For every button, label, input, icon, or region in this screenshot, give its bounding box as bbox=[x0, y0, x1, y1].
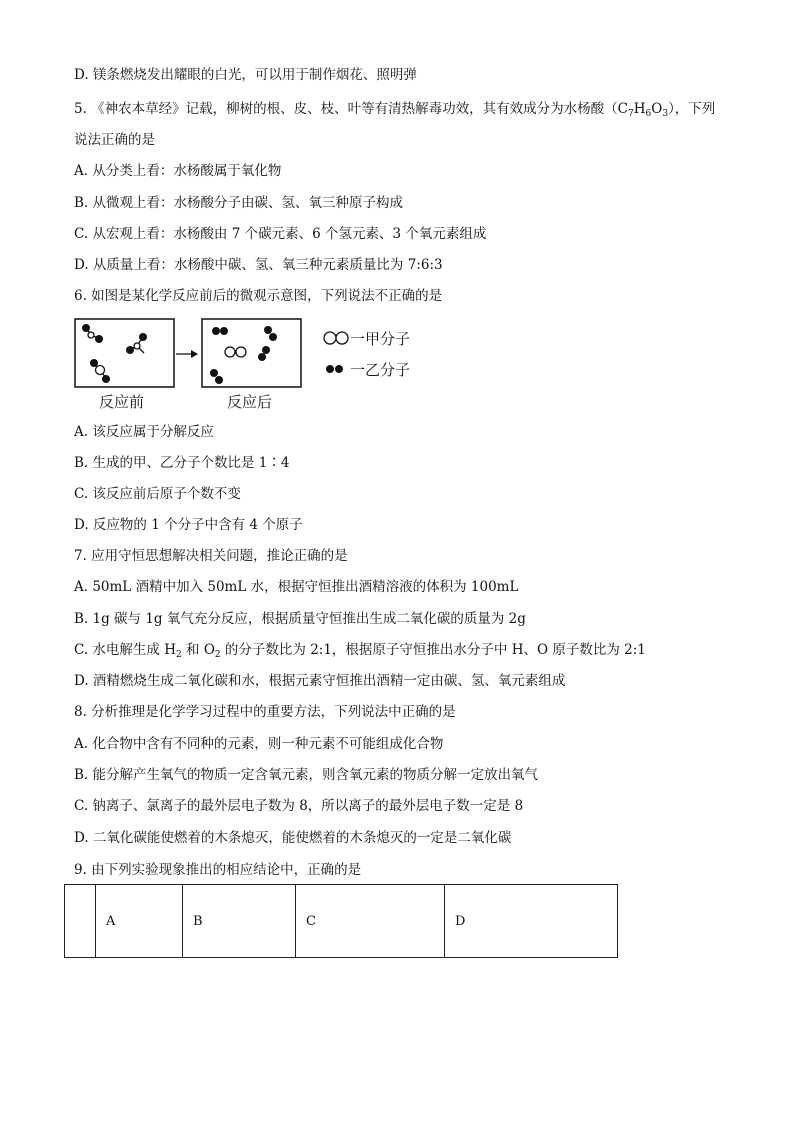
q5-stem-line2: 说法正确的是 bbox=[74, 132, 155, 148]
table-row bbox=[65, 885, 618, 958]
q6-option-a: A. 该反应属于分解反应 bbox=[74, 424, 214, 440]
q8-option-d: D. 二氧化碳能使燃着的木条熄灭，能使燃着的木条熄灭的一定是二氧化碳 bbox=[74, 830, 512, 846]
before-label: 反应前 bbox=[99, 393, 145, 411]
q9-stem: 9. 由下列实验现象推出的相应结论中，正确的是 bbox=[74, 862, 362, 878]
q8-stem: 8. 分析推理是化学学习过程中的重要方法，下列说法中正确的是 bbox=[74, 704, 456, 720]
product-yi-4 bbox=[210, 369, 223, 384]
product-yi-2 bbox=[264, 326, 277, 341]
table-cell bbox=[65, 885, 96, 958]
table-cell: D bbox=[445, 885, 618, 958]
legend-yi-molecule bbox=[326, 365, 343, 373]
legend-jia-label: 一甲分子 bbox=[350, 330, 411, 348]
product-jia bbox=[225, 347, 246, 357]
reactant-molecule-3 bbox=[90, 359, 110, 383]
q5-option-c: C. 从宏观上看：水杨酸由 7 个碳元素、6 个氢元素、3 个氧元素组成 bbox=[74, 226, 487, 242]
product-yi-3 bbox=[258, 346, 270, 361]
q6-option-b: B. 生成的甲、乙分子个数比是 1∶4 bbox=[74, 455, 290, 471]
before-box bbox=[75, 319, 174, 387]
q5-stem-line1: 5. 《神农本草经》记载，柳树的根、皮、枝、叶等有清热解毒功效，其有效成分为水杨酸$(C_7H_6O_3)$，下列 bbox=[74, 101, 716, 119]
q6-option-d: D. 反应物的 1 个分子中含有 4 个原子 bbox=[74, 517, 303, 533]
q9-options-table bbox=[64, 884, 618, 958]
q8-option-a: A. 化合物中含有不同种的元素，则一种元素不可能组成化合物 bbox=[74, 736, 444, 752]
reactant-molecule-2 bbox=[126, 333, 147, 354]
table-cell: B bbox=[183, 885, 296, 958]
table-cell: A bbox=[96, 885, 183, 958]
q5-option-a: A. 从分类上看：水杨酸属于氧化物 bbox=[74, 163, 282, 179]
q7-option-d: D. 酒精燃烧生成二氧化碳和水，根据元素守恒推出酒精一定由碳、氢、氧元素组成 bbox=[74, 673, 566, 689]
reaction-diagram bbox=[74, 318, 434, 413]
q6-option-c: C. 该反应前后原子个数不变 bbox=[74, 486, 241, 502]
q7-option-b: B. 1g 碳与 1g 氧气充分反应，根据质量守恒推出生成二氧化碳的质量为 2g bbox=[74, 611, 526, 627]
reactant-molecule-1 bbox=[82, 324, 103, 343]
q7-option-c: C. 水电解生成 $H_2$ 和 $O_2$ 的分子数比为 2:1，根据原子守恒推出水分子中 H、O 原子数比为 2:1 bbox=[74, 642, 646, 660]
q5-option-b: B. 从微观上看：水杨酸分子由碳、氢、氧三种原子构成 bbox=[74, 195, 404, 211]
after-label: 反应后 bbox=[227, 393, 273, 411]
reaction-arrow-head bbox=[191, 350, 198, 358]
q7-option-a: A. 50mL 酒精中加入 50mL 水，根据守恒推出酒精溶液的体积为 100mL bbox=[74, 579, 519, 595]
q5-option-d: D. 从质量上看：水杨酸中碳、氢、氧三种元素质量比为 7:6:3 bbox=[74, 257, 443, 273]
q8-option-c: C. 钠离子、氯离子的最外层电子数为 8，所以离子的最外层电子数一定是 8 bbox=[74, 798, 524, 814]
legend-jia-molecule bbox=[324, 332, 348, 344]
q6-stem: 6. 如图是某化学反应前后的微观示意图，下列说法不正确的是 bbox=[74, 288, 443, 304]
legend-yi-label: 一乙分子 bbox=[350, 361, 411, 379]
q4-option-d: D. 镁条燃烧发出耀眼的白光，可以用于制作烟花、照明弹 bbox=[74, 67, 417, 83]
q7-stem: 7. 应用守恒思想解决相关问题，推论正确的是 bbox=[74, 548, 348, 564]
product-yi-1 bbox=[212, 327, 228, 335]
q8-option-b: B. 能分解产生氧气的物质一定含氧元素，则含氧元素的物质分解一定放出氧气 bbox=[74, 767, 539, 783]
table-cell: C bbox=[296, 885, 445, 958]
